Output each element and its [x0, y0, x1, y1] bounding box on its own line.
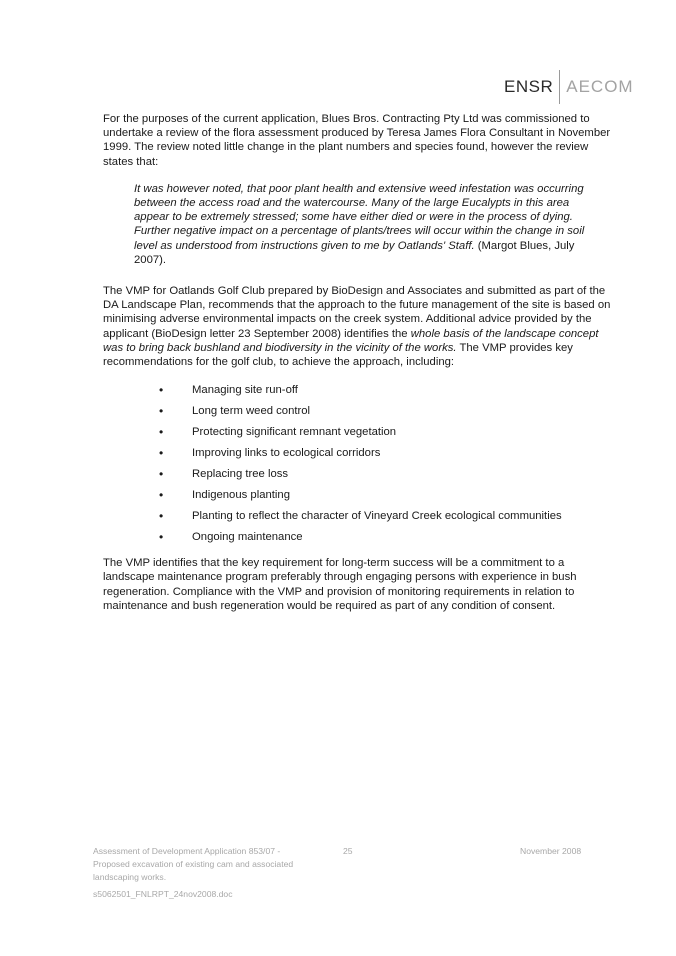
paragraph-vmp	[103, 284, 611, 369]
list-item-text: Replacing tree loss	[192, 468, 289, 481]
list-item	[103, 508, 611, 529]
company-logo	[504, 70, 634, 104]
logo-aecom-text: AECOM	[566, 77, 634, 96]
list-item-text: Improving links to ecological corridors	[192, 447, 381, 460]
list-item	[103, 529, 611, 550]
bullet-icon: •	[159, 467, 164, 482]
list-item	[103, 466, 611, 487]
list-item	[103, 487, 611, 508]
logo-divider	[559, 70, 560, 104]
paragraph-vmp-italic: whole basis of the landscape concept was to bring back bushland and biodiversity in the vicinity of the works.	[103, 327, 599, 354]
footer-date: November 2008	[520, 846, 582, 856]
page-number: 25	[343, 846, 353, 856]
recommendations-list	[103, 382, 611, 550]
bullet-icon: •	[159, 425, 164, 440]
bullet-icon: •	[159, 530, 164, 545]
list-item-text: Planting to reflect the character of Vineyard Creek ecological communities	[192, 510, 562, 523]
bullet-icon: •	[159, 383, 164, 398]
list-item-text: Ongoing maintenance	[192, 531, 303, 544]
quote-attribution: (Margot Blues, July 2007).	[134, 239, 575, 266]
footer-doc-title: Assessment of Development Application 853/07 - Proposed excavation of existing cam and associated landscaping works.	[93, 846, 294, 882]
logo-ensr-text: ENSR	[504, 77, 554, 96]
bullet-icon: •	[159, 509, 164, 524]
bullet-icon: •	[159, 404, 164, 419]
list-item	[103, 424, 611, 445]
bullet-icon: •	[159, 446, 164, 461]
list-item	[103, 403, 611, 424]
footer-document-info	[93, 845, 313, 901]
footer-doc-code: s5062501_FNLRPT_24nov2008.doc	[93, 889, 233, 899]
list-item-text: Managing site run-off	[192, 384, 298, 397]
paragraph-review: For the purposes of the current application, Blues Bros. Contracting Pty Ltd was commissioned to undertake a review of the flora assessment produced by Teresa James Flora Consultant in November 1999. The review noted little change in the plant numbers and species found, however the review states that:	[103, 113, 611, 168]
block-quote	[134, 182, 590, 267]
paragraph-vmp-text-b: The VMP provides key recommendations for the golf club, to achieve the approach, including:	[103, 341, 573, 369]
quote-text: It was however noted, that poor plant health and extensive weed infestation was occurring between the access road and the watercourse. Many of the large Eucalypts in this area appear to be extremely stressed; some have either died or were in the process of dying. Further negative impact on a percentage of plants/trees will occur within the change in soil level as understood from instructions given to me by Oatlands' Staff.	[134, 182, 585, 252]
bullet-icon: •	[159, 488, 164, 503]
list-item	[103, 445, 611, 466]
paragraph-vmp-text-a: The VMP for Oatlands Golf Club prepared by BioDesign and Associates and submitted as part of the DA Landscape Plan, recommends that the approach to the future management of the site is based on minimising adverse environmental impacts on the creek system. Additional advice provided by the applicant (BioDesign letter 23 September 2008) identifies the	[103, 285, 611, 340]
list-item-text: Indigenous planting	[192, 489, 290, 502]
list-item-text: Protecting significant remnant vegetation	[192, 426, 397, 439]
document-body	[103, 112, 611, 613]
list-item	[103, 382, 611, 403]
list-item-text: Long term weed control	[192, 405, 311, 418]
paragraph-requirements: The VMP identifies that the key requirement for long-term success will be a commitment to a landscape maintenance program preferably through engaging persons with experience in bush regeneration. Compliance with the VMP and provision of monitoring requirements in relation to maintenance and bush regeneration would be required as part of any condition of consent.	[103, 557, 577, 612]
